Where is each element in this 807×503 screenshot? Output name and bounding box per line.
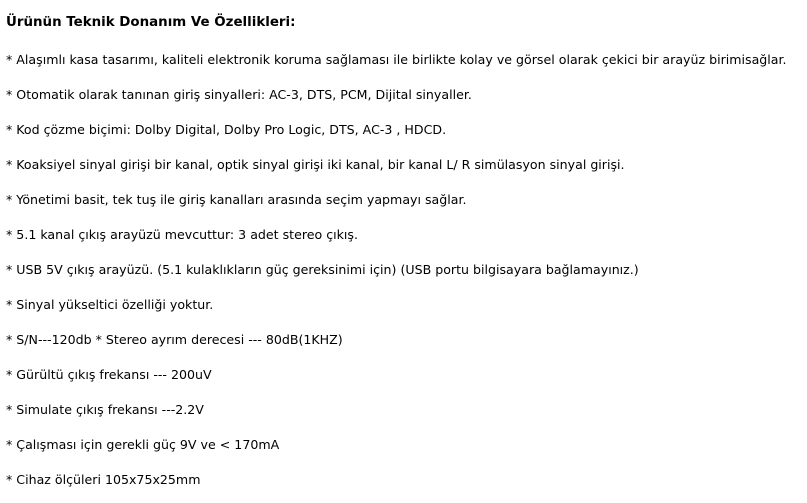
spec-item: * Otomatik olarak tanınan giriş sinyalleri: AC-3, DTS, PCM, Dijital sinyaller. xyxy=(6,87,472,102)
spec-item: * Sinyal yükseltici özelliği yoktur. xyxy=(6,297,214,312)
spec-item: * Alaşımlı kasa tasarımı, kaliteli elektronik koruma sağlaması ile birlikte kolay ve görsel olarak çekici bir arayüz birimisağlar. xyxy=(6,52,787,67)
spec-item: * Simulate çıkış frekansı ---2.2V xyxy=(6,402,204,417)
spec-item: * USB 5V çıkış arayüzü. (5.1 kulaklıkların güç gereksinimi için) (USB portu bilgisayara bağlamayınız.) xyxy=(6,262,639,277)
spec-item: * Gürültü çıkış frekansı --- 200uV xyxy=(6,367,212,382)
spec-item: * Çalışması için gerekli güç 9V ve < 170mA xyxy=(6,437,280,452)
spec-item: * 5.1 kanal çıkış arayüzü mevcuttur: 3 adet stereo çıkış. xyxy=(6,227,358,242)
spec-item: * Cihaz ölçüleri 105x75x25mm xyxy=(6,472,201,487)
spec-item: * S/N---120db * Stereo ayrım derecesi --- 80dB(1KHZ) xyxy=(6,332,343,347)
document-title: Ürünün Teknik Donanım Ve Özellikleri: xyxy=(6,15,296,30)
spec-item: * Kod çözme biçimi: Dolby Digital, Dolby Pro Logic, DTS, AC-3 , HDCD. xyxy=(6,122,447,137)
spec-item: * Yönetimi basit, tek tuş ile giriş kanalları arasında seçim yapmayı sağlar. xyxy=(6,192,467,207)
spec-item: * Koaksiyel sinyal girişi bir kanal, optik sinyal girişi iki kanal, bir kanal L/ R simülasyon sinyal girişi. xyxy=(6,157,625,172)
